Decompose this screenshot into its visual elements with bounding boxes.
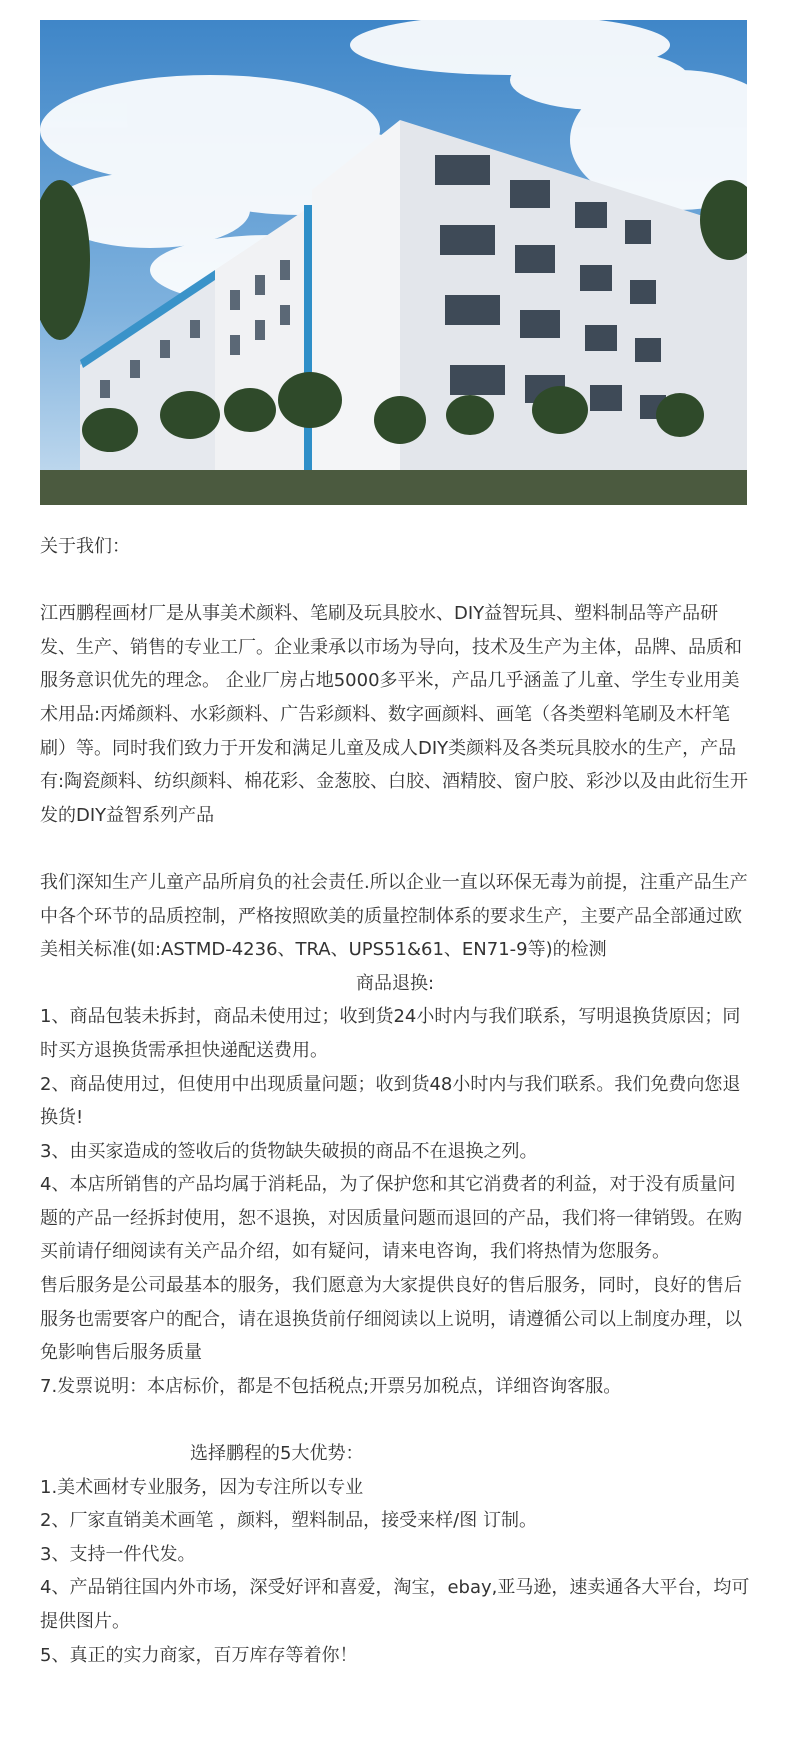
about-heading: 关于我们：	[40, 536, 130, 557]
advantage-item-3: 3、支持一件代发。	[40, 1543, 196, 1565]
factory-photo	[40, 20, 747, 505]
advantage-item-1: 1.美术画材专业服务，因为专注所以专业	[40, 1476, 364, 1498]
factory-building-illustration	[40, 20, 747, 505]
invoice-note: 7.发票说明：本店标价，都是不包括税点;开票另加税点，详细咨询客服。	[40, 1375, 622, 1397]
advantages-heading: 选择鹏程的5大优势：	[190, 1443, 364, 1465]
returns-item-1: 1、商品包装未拆封，商品未使用过；收到货24小时内与我们联系，写明退换货原因；同时买方退换货需承担快递配送费用。	[40, 1006, 741, 1061]
returns-item-3: 3、由买家造成的签收后的货物缺失破损的商品不在退换之列。	[40, 1140, 538, 1162]
returns-item-2: 2、商品使用过，但使用中出现质量问题；收到货48小时内与我们联系。我们免费向您退换货!	[40, 1073, 741, 1129]
after-sales-note: 售后服务是公司最基本的服务，我们愿意为大家提供良好的售后服务，同时，良好的售后服务也需要客户的配合，请在退换货前仔细阅读以上说明，请遵循公司以上制度办理，以免影响售后服务质量	[40, 1275, 742, 1364]
advantage-item-5: 5、真正的实力商家，百万库存等着你！	[40, 1644, 358, 1666]
advantage-item-2: 2、厂家直销美术画笔 ，颜料，塑料制品，接受来样/图 订制。	[40, 1510, 537, 1532]
advantage-item-4: 4、产品销往国内外市场，深受好评和喜爱，淘宝，ebay,亚马逊，速卖通各大平台，均可提供图片。	[40, 1577, 750, 1632]
returns-item-4: 4、本店所销售的产品均属于消耗品，为了保护您和其它消费者的利益，对于没有质量问题的产品一经拆封使用，恕不退换，对因质量问题而退回的产品，我们将一律销毁。在购买前请仔细阅读有关产品介绍，如有疑问，请来电咨询，我们将热情为您服务。	[40, 1174, 742, 1263]
returns-heading: 商品退换:	[355, 972, 435, 994]
about-paragraph-1: 江西鹏程画材厂是从事美术颜料、笔刷及玩具胶水、DIY益智玩具、塑料制品等产品研发、生产、销售的专业工厂。企业秉承以市场为导向，技术及生产为主体，品牌、品质和服务意识优先的理念。 企业厂房占地5000多平米，产品几乎涵盖了儿童、学生专业用美术用品:丙烯颜料、水彩颜料、广告彩颜料、数字画颜料、画笔（各类塑料笔刷及木杆笔刷）等。同时我们致力于开发和满足儿童及成人DIY类颜料及各类玩具胶水的生产，产品有:陶瓷颜料、纺织颜料、棉花彩、金葱胶、白胶、酒精胶、窗户胶、彩沙以及由此衍生开发的DIY益智系列产品	[40, 603, 749, 826]
company-description	[40, 530, 750, 1672]
about-paragraph-2: 我们深知生产儿童产品所肩负的社会责任.所以企业一直以环保无毒为前提，注重产品生产中各个环节的品质控制，严格按照欧美的质量控制体系的要求生产，主要产品全部通过欧美相关标准(如:ASTMD-4236、TRA、UPS51&61、EN71-9等)的检测	[40, 871, 748, 961]
